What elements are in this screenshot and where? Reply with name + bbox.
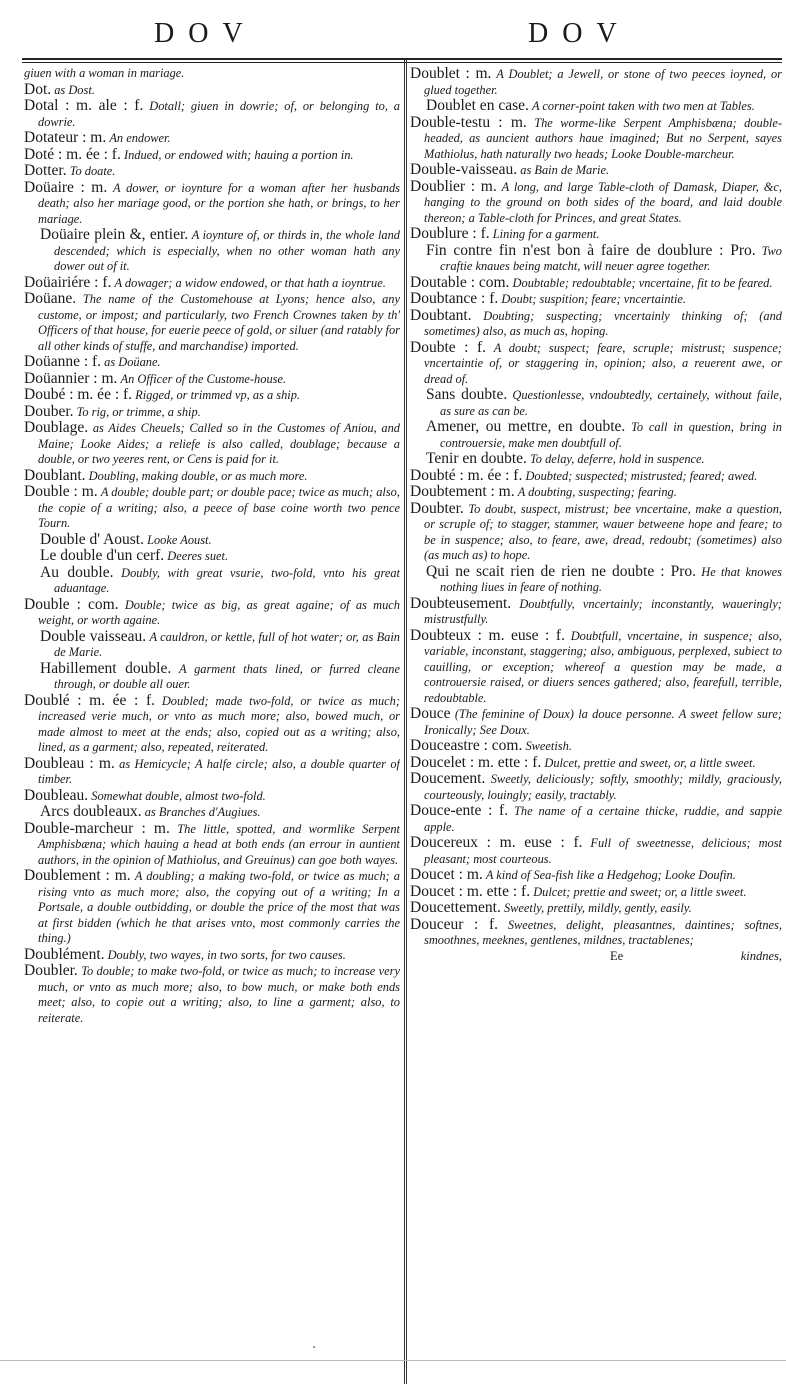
entry-headword: Doucement. [410, 770, 486, 787]
entry-definition: Rigged, or trimmed vp, as a ship. [135, 388, 301, 402]
page-footer-line [410, 949, 782, 964]
entry-headword: Doubteux : m. euse : f. [410, 626, 565, 644]
dictionary-entry [24, 821, 400, 869]
dictionary-entry [24, 387, 400, 404]
entry-definition: A doubting, suspecting; fearing. [517, 485, 677, 499]
dictionary-entry [24, 291, 400, 354]
entry-headword: Habillement double. [40, 659, 172, 677]
entry-headword: Doucet : m. ette : f. [410, 882, 531, 900]
dictionary-entry [410, 867, 782, 884]
entry-headword: Doublage. [24, 419, 89, 436]
entry-headword: Doublé : m. ée : f. [24, 691, 155, 709]
dictionary-entry [410, 835, 782, 867]
dictionary-entry [24, 868, 400, 947]
entry-headword: Le double d'un cerf. [40, 547, 165, 564]
entry-headword: Fin contre fin n'est bon à faire de doublure : Pro. [426, 241, 756, 259]
entry-definition: as Hemicycle; A halfe circle; also, a double quarter of timber. [38, 756, 400, 786]
entry-definition: Doubtable; redoubtable; vncertaine, fit to be feared. [512, 275, 773, 290]
dictionary-entry [410, 771, 782, 803]
column-divider-inner [406, 60, 407, 1384]
dictionary-entry [24, 565, 400, 597]
entry-definition: The name of the Customehouse at Lyons; hence also, any custome, or impost; and particularly, two French Crownes taken by th' Officers of that house, for euerie peece of gold, or siluer (and ratably for all other kinds of stuffe, and marchandise) imported. [38, 292, 400, 353]
entry-definition: A doubt; suspect; feare, scruple; mistrust; suspence; vncertaintie of, or staggering in, opinion; also, a reuerent awe, or dread of. [424, 340, 782, 386]
entry-definition: Deeres suet. [167, 549, 229, 563]
entry-definition: The name of a certaine thicke, ruddie, and sappie apple. [424, 804, 782, 834]
entry-definition: Somewhat double, almost two-fold. [91, 788, 266, 803]
dictionary-entry [24, 756, 400, 788]
entry-headword: Doucettement. [410, 899, 501, 916]
entry-headword: Sans doubte. [426, 386, 508, 403]
catchword: kindnes, [740, 948, 782, 963]
entry-definition: Doubling, making double, or as much more. [88, 468, 308, 483]
entry-headword: Doucet : m. [410, 866, 483, 883]
dictionary-entry [24, 98, 400, 130]
dictionary-entry [410, 738, 782, 755]
entry-headword: Douce-ente : f. [410, 802, 509, 819]
dictionary-entry [24, 963, 400, 1026]
dictionary-entry [410, 803, 782, 835]
entry-definition: Looke Aoust. [147, 532, 212, 547]
dictionary-entry [410, 162, 782, 179]
entry-definition: (The feminine of Doux) la douce personne. A sweet fellow sure; Ironically; See Doux. [424, 707, 782, 737]
entry-headword: Au double. [40, 563, 114, 581]
entry-headword: Douceur : f. [410, 915, 498, 933]
dictionary-entry [24, 548, 400, 565]
entry-definition: A corner-point taken with two men at Tables. [531, 99, 755, 113]
entry-definition: Questionlesse, vndoubtedly, certainely, without faile, as sure as can be. [440, 388, 782, 418]
entry-headword: Doubter. [410, 499, 464, 517]
dictionary-entry [24, 420, 400, 468]
dictionary-entry [410, 115, 782, 163]
dictionary-entry [410, 706, 782, 738]
entry-definition: Dulcet, prettie and sweet, or, a little sweet. [544, 755, 756, 770]
dictionary-entry [410, 98, 782, 115]
dictionary-entry [410, 340, 782, 388]
dictionary-entry [410, 900, 782, 917]
entry-headword: Doüairiére : f. [24, 273, 112, 291]
entry-definition: An Officer of the Custome-house. [120, 371, 287, 386]
entry-headword: Douceastre : com. [410, 737, 523, 754]
header-rule-inner [22, 62, 782, 63]
entry-definition: Sweetly, deliciously; softly, smoothly; mildly, graciously, courteously, louingly; easily, tractably. [424, 772, 782, 802]
entry-headword: Doubleau. [24, 786, 89, 804]
dictionary-entry [24, 404, 400, 421]
entry-definition: Double; twice as big, as great againe; of as much weight, or worth againe. [38, 597, 400, 627]
dictionary-entry [410, 291, 782, 308]
dictionary-entry [410, 451, 782, 468]
dictionary-entry [24, 532, 400, 549]
entry-definition: A Doublet; a Jewell, or stone of two peeces ioyned, or glued together. [424, 67, 782, 97]
header-rule [22, 58, 782, 60]
entry-definition: To double; to make two-fold, or twice as much; to increase very much, or vnto as much more; also, to bow much, or make both ends meet; also, to copie out a writing; also, to line a garment; also, to reiterate. [38, 964, 400, 1025]
entry-headword: Double-marcheur : m. [24, 819, 170, 837]
dictionary-entry [24, 354, 400, 371]
dictionary-entry [410, 387, 782, 419]
entry-headword: Double-vaisseau. [410, 161, 518, 178]
entry-headword: Doubtement : m. [410, 483, 515, 500]
entry-headword: Amener, ou mettre, en doubte. [426, 418, 626, 435]
dictionary-entry [24, 947, 400, 964]
entry-definition: Dulcet; prettie and sweet; or, a little sweet. [533, 884, 747, 899]
entry-definition: Doubled; made two-fold, or twice as much; increased verie much, or vnto as much more; also, bowed much, or made almost to meet at the ends; also, copied out as a writing; also, lined, as a garment; also, repeated, reiterated. [38, 693, 400, 754]
entry-headword: Doubler. [24, 962, 78, 979]
entry-headword: Double-testu : m. [410, 113, 527, 131]
dictionary-entry [24, 275, 400, 292]
entry-headword: Doüane. [24, 290, 77, 307]
entry-definition: Full of sweetnesse, delicious; most pleasant; most courteous. [424, 836, 782, 866]
dictionary-entry [410, 501, 782, 564]
dictionary-entry [410, 275, 782, 292]
entry-headword: Doubte : f. [410, 338, 486, 356]
entry-headword: Doucereux : m. euse : f. [410, 834, 583, 851]
dictionary-entry [24, 468, 400, 485]
entry-definition: as Branches d'Augiues. [144, 805, 261, 819]
entry-headword: Doubé : m. ée : f. [24, 386, 133, 403]
entry-definition: Doubt; suspition; feare; vncertaintie. [501, 292, 687, 306]
entry-definition: He that knowes nothing liues in feare of nothing. [440, 564, 782, 594]
entry-definition: A doubling; a making two-fold, or twice as much; a rising vnto as much more; also, the copying out of a writing; In a Portsale, a double outbidding, or double the price of the most that was at first bidden (which he that arises vnto, most commonly carries the thing.) [38, 869, 400, 945]
dictionary-entry [410, 484, 782, 501]
entry-headword: Douber. [24, 402, 74, 420]
dictionary-entry [24, 629, 400, 661]
entry-definition: To delay, deferre, hold in suspence. [530, 452, 705, 466]
dictionary-entry [410, 308, 782, 340]
entry-headword: Doublet en case. [426, 97, 529, 114]
entry-definition: Sweetly, prettily, mildly, gently, easily. [503, 901, 692, 915]
entry-definition: A dower, or ioynture for a woman after her husbands death; also her mariage good, or the portion she hath, or brings, to her mariage. [38, 180, 400, 226]
entry-definition: To doate. [69, 164, 116, 178]
entry-headword: Doucelet : m. ette : f. [410, 753, 542, 771]
right-column [410, 66, 782, 1384]
dictionary-entry [410, 179, 782, 227]
running-header [22, 14, 782, 58]
entry-definition: as Aides Cheuels; Called so in the Customes of Aniou, and Maine; Looke Aides; a reliefe is also called, doublage; because a double, or two yeeres rent, or Cens is paid for it. [38, 421, 400, 466]
entry-definition: The little, spotted, and wormlike Serpent Amphisbæna; which hauing a head at both ends (an errour in auntient authors, in the opinion of Mathiolus, and Greuinus) can goe both wayes. [38, 821, 400, 867]
dictionary-entry [24, 371, 400, 388]
dictionary-entry [24, 82, 400, 99]
entry-headword: Dotter. [24, 162, 67, 179]
dictionary-entry [410, 226, 782, 243]
entry-headword: Double vaisseau. [40, 627, 147, 645]
entry-definition: Doubted; suspected; mistrusted; feared; awed. [525, 468, 758, 483]
dictionary-entry [24, 484, 400, 532]
entry-headword: Dotal : m. ale : f. [24, 97, 144, 114]
entry-definition: as Dost. [54, 82, 95, 97]
dictionary-entry [24, 693, 400, 756]
entry-definition: A kind of Sea-fish like a Hedgehog; Looke Doufin. [485, 868, 736, 882]
column-divider [404, 60, 405, 1384]
dictionary-entry [410, 755, 782, 772]
entry-definition: Doubly, two wayes, in two sorts, for two causes. [107, 947, 346, 962]
entry-definition: as Bain de Marie. [520, 163, 610, 177]
dictionary-entry [24, 66, 400, 82]
entry-headword: Doublément. [24, 945, 105, 963]
entry-headword: Doüannier : m. [24, 369, 118, 387]
entry-headword: Doublure : f. [410, 225, 490, 242]
entry-definition: Two craftie knaues being matcht, will neuer agree together. [440, 243, 782, 273]
entry-definition: A double; double part; or double pace; twice as much; also, the copie of a writing; also, a peece of base coine worth two pence Tourn. [38, 485, 400, 530]
entry-definition: Lining for a garment. [492, 227, 600, 241]
entry-headword: Doubté : m. ée : f. [410, 466, 523, 484]
dictionary-entry [24, 661, 400, 693]
left-column [24, 66, 400, 1384]
dictionary-entry [24, 227, 400, 275]
entry-headword: Dotateur : m. [24, 129, 107, 146]
entry-definition: Doubly, with great vsurie, two-fold, vnto his great aduantage. [54, 565, 400, 595]
entry-headword: Double : m. [24, 483, 98, 500]
dictionary-entry [410, 564, 782, 596]
entry-headword: Doubtant. [410, 306, 472, 324]
page-speck [313, 1346, 315, 1348]
entry-headword: Doté : m. ée : f. [24, 145, 121, 163]
header-left: DOV [154, 18, 257, 49]
entry-definition: A long, and large Table-cloth of Damask, Diaper, &c, hanging to the ground on both sides of the board, and laid double thereon; a Table-cloth for Princes, and great States. [424, 179, 782, 225]
header-right: DOV [528, 18, 631, 49]
entry-definition: giuen with a woman in mariage. [24, 66, 185, 80]
entry-headword: Dot. [24, 80, 52, 98]
entry-definition: To rig, or trimme, a ship. [76, 404, 201, 419]
entry-headword: Doublier : m. [410, 177, 497, 195]
entry-headword: Doubleau : m. [24, 754, 115, 772]
entry-headword: Double : com. [24, 595, 119, 613]
dictionary-entry [24, 147, 400, 164]
dictionary-entry [24, 597, 400, 629]
entry-headword: Doüanne : f. [24, 353, 102, 370]
dictionary-entry [24, 788, 400, 805]
entry-definition: To doubt, suspect, mistrust; bee vncertaine, make a question, or scruple of; to stagger, stammer, wauer betweene hope and feare; to be in suspence; also, to feare, awe, dread, redoubt; (sometimes) also (as much as) to hope. [424, 501, 782, 562]
entry-headword: Doüaire : m. [24, 178, 108, 196]
entry-headword: Doublement : m. [24, 867, 131, 884]
signature-mark: Ee [610, 948, 624, 963]
dictionary-entry [24, 130, 400, 147]
dictionary-entry [410, 917, 782, 949]
entry-headword: Tenir en doubte. [426, 450, 527, 467]
dictionary-entry [410, 243, 782, 275]
page-bottom-rule [0, 1360, 786, 1361]
entry-definition: Sweetish. [525, 739, 572, 753]
entry-headword: Doublet : m. [410, 66, 492, 82]
entry-definition: Indued, or endowed with; hauing a portion in. [123, 147, 354, 162]
entry-definition: The worme-like Serpent Amphisbæna; double-headed, as auncient authors haue imagined; But no Serpent, sayes Mathiolus, hath naturally two heads; Looke Double-marcheur. [424, 115, 782, 161]
entry-definition: A garment thats lined, or furred cleane through, or double all ouer. [54, 661, 400, 691]
entry-headword: Douce [410, 705, 451, 722]
dictionary-entry [410, 884, 782, 901]
dictionary-entry [410, 419, 782, 451]
entry-headword: Doublant. [24, 466, 86, 484]
entry-definition: Dotall; giuen in dowrie; of, or belonging to, a dowrie. [38, 99, 400, 129]
dictionary-entry [24, 180, 400, 228]
dictionary-entry [410, 66, 782, 98]
right-column-entries [410, 66, 782, 949]
dictionary-entry [410, 596, 782, 628]
dictionary-entry [24, 163, 400, 180]
entry-definition: Doubtfull, vncertaine, in suspence; also, variable, inconstant, staggering; also, ambiguous, perplexed, subiect to cauilling, or exception; whereof a question may be made, a controuersie raised, or diuers sences gathered; also, fearefull, terrible, redoubtable. [424, 628, 782, 705]
entry-headword: Doutable : com. [410, 273, 510, 291]
entry-definition: A ioynture of, or thirds in, the whole land descended; which is especially, when no other woman hath any dower out of it. [54, 228, 400, 273]
entry-headword: Doubteusement. [410, 594, 512, 612]
entry-headword: Doubtance : f. [410, 290, 499, 307]
entry-definition: A dowager; a widow endowed, or that hath a ioyntrue. [114, 275, 386, 290]
entry-definition: Sweetnes, delight, pleasantnes, daintines; softnes, smoothnes, meeknes, gentlenes, mildnes, tractablenes; [424, 917, 782, 947]
entry-definition: A cauldron, or kettle, full of hot water; or, as Bain de Marie. [54, 629, 400, 659]
entry-definition: Doubtfully, vncertainly; inconstantly, waueringly; mistrustfully. [424, 596, 782, 626]
entry-headword: Doüaire plein &, entier. [40, 226, 189, 243]
entry-definition: To call in question, bring in controuersie, make men doubtfull of. [440, 420, 782, 450]
entry-definition: An endower. [109, 131, 171, 145]
dictionary-entry [410, 468, 782, 485]
dictionary-entry [410, 628, 782, 707]
entry-definition: Doubting; suspecting; vncertainly thinking of; (and sometimes) also, as much as, hoping. [424, 308, 782, 338]
dictionary-entry [24, 804, 400, 821]
entry-headword: Double d' Aoust. [40, 530, 144, 548]
entry-headword: Arcs doubleaux. [40, 803, 142, 820]
entry-headword: Qui ne scait rien de rien ne doubte : Pro. [426, 562, 696, 580]
entry-definition: as Doüane. [104, 355, 161, 369]
